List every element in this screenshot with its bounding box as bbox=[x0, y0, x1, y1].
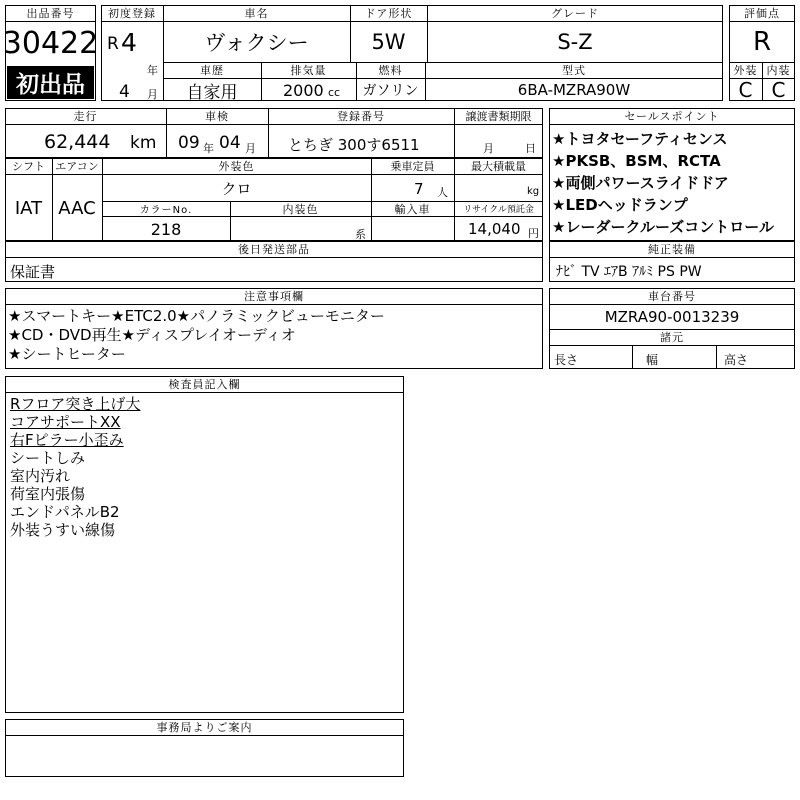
registration-year: 4 bbox=[121, 28, 137, 57]
inspector-note: 右Fピラー小歪み bbox=[10, 431, 124, 449]
grade: S-Z bbox=[557, 30, 593, 54]
door-type: 5W bbox=[371, 30, 406, 54]
fuel: ガソリン bbox=[362, 83, 419, 99]
inspector-note: コアサポートXX bbox=[10, 413, 121, 431]
interior-color-unit: 系 bbox=[355, 228, 366, 241]
plate-number: とちぎ 300す6511 bbox=[288, 136, 420, 154]
recycle-fee: 14,040 bbox=[468, 220, 521, 238]
inspection-label: 車検 bbox=[205, 110, 229, 123]
color-number-label: カラーNo. bbox=[139, 205, 193, 216]
mileage: 62,444 bbox=[44, 131, 111, 153]
inspection-month: 04 bbox=[219, 133, 241, 153]
capacity-label: 乗車定員 bbox=[390, 160, 435, 173]
grade-label: グレード bbox=[551, 7, 599, 20]
shift: IAT bbox=[14, 197, 43, 219]
inspector-note: シートしみ bbox=[10, 449, 86, 467]
lot-number: 30422 bbox=[2, 25, 99, 61]
model-type: 6BA-MZRA90W bbox=[517, 81, 631, 99]
chassis-title: 車台番号 bbox=[648, 290, 696, 303]
displacement-unit: cc bbox=[328, 86, 341, 99]
model-label: 車名 bbox=[244, 7, 269, 20]
chassis-number: MZRA90-0013239 bbox=[604, 308, 740, 326]
later-parts-value: 保証書 bbox=[10, 263, 56, 281]
inspector-note: 荷室内張傷 bbox=[10, 485, 86, 503]
interior-grade: C bbox=[771, 78, 786, 102]
interior-color-label: 内装色 bbox=[282, 202, 319, 216]
first-registration-label: 初度登録 bbox=[108, 7, 156, 20]
note-line: ★スマートキー★ETC2.0★パノラミックビューモニター bbox=[8, 307, 385, 325]
note-line: ★CD・DVD再生★ディスプレイオーディオ bbox=[8, 326, 296, 344]
model-name: ヴォクシー bbox=[204, 31, 309, 55]
length-label: 長さ bbox=[554, 353, 579, 367]
genuine-equipment-value: ﾅﾋﾞ TV ｴｱB ｱﾙﾐ PS PW bbox=[556, 264, 702, 280]
capacity-unit: 人 bbox=[437, 186, 448, 199]
door-type-label: ドア形状 bbox=[364, 7, 413, 20]
inspection-year-unit: 年 bbox=[203, 142, 214, 155]
transfer-deadline-label: 譲渡書類期限 bbox=[465, 110, 532, 123]
exterior-grade: C bbox=[738, 78, 753, 102]
first-listing-badge: 初出品 bbox=[7, 66, 94, 99]
ac-label: エアコン bbox=[55, 160, 99, 173]
era: R bbox=[107, 34, 119, 54]
exterior-color: クロ bbox=[221, 179, 252, 198]
color-label: 外装色 bbox=[218, 160, 255, 173]
notes-title: 注意事項欄 bbox=[244, 290, 304, 303]
fuel-label: 燃料 bbox=[378, 64, 403, 77]
displacement: 2000 bbox=[283, 81, 324, 100]
max-load-label: 最大積載量 bbox=[471, 160, 526, 173]
inspection-month-unit: 月 bbox=[245, 142, 256, 155]
inspector-note: エンドパネルB2 bbox=[10, 503, 120, 521]
inspector-note: 室内汚れ bbox=[10, 467, 71, 485]
recycle-label: リサイクル預託金 bbox=[463, 205, 534, 215]
sales-point-item: ★LEDヘッドランプ bbox=[552, 196, 688, 214]
plate-label: 登録番号 bbox=[337, 110, 385, 123]
capacity: 7 bbox=[414, 180, 424, 198]
score-label: 評価点 bbox=[744, 7, 780, 20]
mileage-label: 走行 bbox=[73, 110, 98, 123]
import-label: 輸入車 bbox=[394, 202, 431, 216]
sales-point-item: ★両側パワースライドドア bbox=[552, 174, 729, 192]
shift-label: シフト bbox=[12, 160, 45, 173]
sales-point-item: ★トヨタセーフティセンス bbox=[552, 130, 728, 148]
air-conditioner: AAC bbox=[58, 197, 96, 219]
inspector-notes bbox=[10, 395, 140, 539]
interior-label: 内装 bbox=[766, 64, 791, 77]
inspection-year: 09 bbox=[178, 133, 200, 153]
score: R bbox=[752, 27, 772, 57]
width-label: 幅 bbox=[646, 353, 659, 367]
genuine-equipment-title: 純正装備 bbox=[648, 243, 696, 256]
recycle-fee-unit: 円 bbox=[528, 227, 539, 240]
lot-number-label: 出品番号 bbox=[26, 7, 75, 20]
inspector-note: 外装うすい線傷 bbox=[10, 521, 116, 539]
office-title: 事務局よりご案内 bbox=[156, 721, 253, 734]
registration-month: 4 bbox=[119, 82, 130, 102]
notes-list bbox=[8, 307, 385, 364]
dimensions-title: 諸元 bbox=[660, 331, 684, 344]
inspector-title: 検査員記入欄 bbox=[168, 378, 241, 391]
sales-points-title: セールスポイント bbox=[624, 110, 720, 123]
mileage-unit: km bbox=[130, 133, 157, 153]
displacement-label: 排気量 bbox=[290, 64, 327, 77]
inspector-note: Rフロア突き上げ大 bbox=[10, 395, 141, 413]
max-load-unit: kg bbox=[527, 186, 540, 197]
transfer-month-unit: 月 bbox=[483, 142, 494, 155]
history: 自家用 bbox=[186, 82, 238, 103]
later-parts-title: 後日発送部品 bbox=[238, 243, 310, 256]
sales-point-item: ★PKSB、BSM、RCTA bbox=[552, 152, 721, 170]
exterior-label: 外装 bbox=[733, 64, 758, 77]
month-unit: 月 bbox=[147, 88, 158, 101]
year-unit: 年 bbox=[147, 64, 158, 77]
height-label: 高さ bbox=[724, 353, 749, 367]
type-label: 型式 bbox=[562, 64, 586, 77]
color-number: 218 bbox=[150, 219, 182, 239]
transfer-day-unit: 日 bbox=[525, 142, 536, 155]
note-line: ★シートヒーター bbox=[8, 345, 126, 363]
history-label: 車歴 bbox=[200, 64, 224, 77]
sales-point-item: ★レーダークルーズコントロール bbox=[552, 218, 774, 236]
sales-points-list bbox=[552, 128, 794, 238]
